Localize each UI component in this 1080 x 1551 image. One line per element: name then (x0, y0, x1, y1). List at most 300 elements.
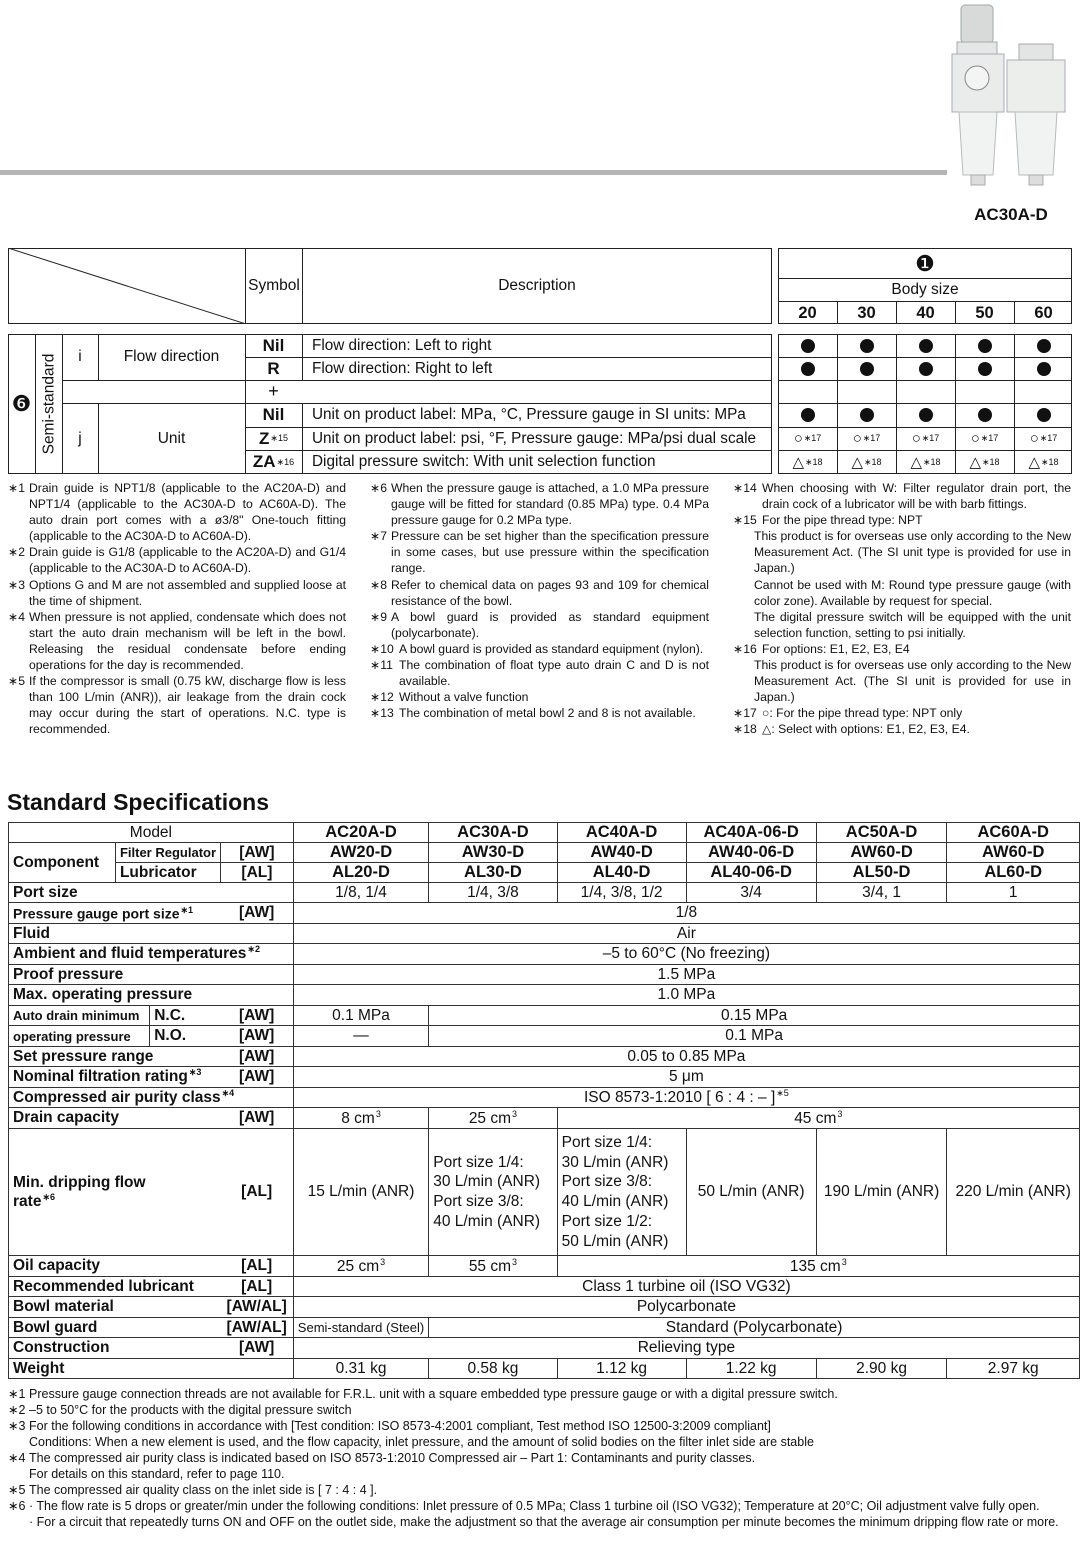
note-text: Options G and M are not assembled and supplied loose at the time of shipment. (29, 577, 346, 608)
oil-v3 (557, 1256, 1079, 1277)
row-i-label: Flow direction (123, 348, 220, 365)
semi-standard-text: Semi-standard (40, 353, 58, 455)
row-drain-capacity (9, 1108, 1080, 1129)
note-text: ○: For the pipe thread type: NPT only (762, 706, 963, 721)
triangle-icon: △ (910, 454, 922, 471)
filt-tag: [AW] (221, 1067, 294, 1088)
note-text: When the pressure gauge is attached, a 1.0 MPa pressure gauge will be fitted for standard (0.85 MPa) type. 0.4 MPa pressure gauge for 0.2 MPa type. (391, 481, 709, 528)
footnote-text: For the following conditions in accordance with [Test condition: ISO 8573-4:2001 compliant, Test method ISO 12500-3:2009 compliant] (29, 1419, 771, 1433)
drain-v2-sup: 3 (512, 1108, 518, 1119)
note-text: The combination of float type auto drain C and D is not available. (399, 658, 709, 689)
note-item (370, 657, 709, 689)
drain-v3-text: 45 cm (794, 1109, 837, 1127)
triangle-icon: △ (851, 454, 863, 471)
note-key (733, 609, 754, 641)
setp-value: 0.05 to 0.85 MPa (293, 1047, 1079, 1067)
weight-2: 0.58 kg (429, 1359, 557, 1379)
weight-1: 0.31 kg (293, 1359, 428, 1379)
weight-label: Weight (9, 1359, 294, 1379)
note-key: ∗7 (370, 529, 387, 544)
bowl-tag: [AW/AL] (221, 1297, 294, 1318)
port-val-4: 3/4 (686, 883, 816, 903)
al-model-4: AL40-06-D (686, 863, 816, 883)
open-circle-icon: ○ (852, 430, 862, 447)
size-col-line (1014, 302, 1015, 324)
body-size-mark (955, 334, 1014, 357)
option-symbol-sup: ∗16 (276, 456, 295, 467)
note-item (8, 609, 346, 673)
constr-label: Construction (9, 1338, 221, 1359)
note-key: ∗3 (8, 577, 25, 592)
drip-label (9, 1129, 221, 1256)
body-size-mark (896, 403, 955, 427)
filled-dot-icon (860, 408, 874, 422)
bowl-label: Bowl material (9, 1297, 221, 1318)
footnote-key: ∗5 (8, 1483, 26, 1497)
filt-text: Nominal filtration rating (13, 1068, 188, 1086)
note-key: ∗17 (733, 706, 757, 721)
grid-line-8 (62, 380, 772, 381)
drain-tag: [AW] (221, 1108, 294, 1129)
model-2: AC30A-D (429, 823, 557, 843)
drip-tag: [AL] (221, 1129, 294, 1256)
note-item (733, 577, 1071, 609)
oil-v2-text: 55 cm (468, 1257, 512, 1275)
nc-label: N.C. (150, 1006, 221, 1026)
open-circle-icon: ○ (1029, 430, 1039, 447)
option-symbol (245, 450, 302, 474)
mark-note: ∗17 (980, 433, 999, 443)
filter-regulator-label: Filter Regulator (115, 843, 220, 863)
row-lubricator (9, 863, 1080, 883)
body-size-mark (837, 334, 896, 357)
row-dripping (9, 1129, 1080, 1256)
guard-v1: Semi-standard (Steel) (293, 1318, 428, 1338)
drip-val-3: Port size 1/4: 30 L/min (ANR) Port size 3/8: 40 L/min (ANR) Port size 1/2: 50 L/min (ANR) (557, 1129, 686, 1256)
port-val-1: 1/8, 1/4 (293, 883, 428, 903)
note-key: ∗9 (370, 609, 387, 624)
body-size-20: 20 (798, 303, 817, 322)
option-description: Digital pressure switch: With unit selection function (312, 453, 656, 470)
guard-v2: Standard (Polycarbonate) (429, 1318, 1080, 1338)
notes-column-1 (8, 480, 346, 738)
no-first: — (293, 1026, 428, 1047)
drain-v1 (293, 1108, 428, 1129)
nc-tag: [AW] (221, 1006, 294, 1026)
body-size-mark (955, 450, 1014, 474)
note-key: ∗13 (370, 706, 394, 721)
weight-5: 2.90 kg (816, 1359, 947, 1379)
body-size-mark (1014, 427, 1073, 450)
note-text: This product is for overseas use only according to the New Measurement Act. (The SI unit is provided for use in Japan.) (754, 658, 1071, 705)
note-text: Drain guide is G1/8 (applicable to the AC20A-D) and G1/4 (applicable to the AC30A-D to AC60A-D). (29, 545, 346, 576)
spec-table (8, 822, 1080, 1379)
aw-model-5: AW60-D (816, 843, 947, 863)
note-key: ∗14 (733, 481, 757, 495)
temp-label (9, 944, 294, 965)
component-label: Component (9, 843, 116, 883)
row-bowl-material (9, 1297, 1080, 1318)
row-max-operating (9, 985, 1080, 1006)
header-body-size: Body size (891, 281, 959, 298)
footnote-key (8, 1466, 29, 1482)
footnote-item (8, 1482, 1072, 1498)
model-4: AC40A-06-D (686, 823, 816, 843)
option-symbol-text: Z (259, 428, 270, 448)
al-model-5: AL50-D (816, 863, 947, 883)
fluid-value: Air (293, 924, 1079, 944)
weight-3: 1.12 kg (557, 1359, 686, 1379)
purity-text: Compressed air purity class (13, 1089, 221, 1107)
body-size-mark (955, 403, 1014, 427)
note-key: ∗16 (733, 641, 757, 656)
body-size-mark (1014, 403, 1073, 427)
setp-label: Set pressure range (9, 1047, 221, 1067)
gauge-port-value: 1/8 (293, 903, 1079, 924)
al-model-6: AL60-D (947, 863, 1080, 883)
note-text: △: Select with options: E1, E2, E3, E4. (762, 722, 970, 737)
temp-value: –5 to 60°C (No freezing) (293, 944, 1079, 965)
mark-note: ∗18 (1040, 456, 1059, 467)
note-item (733, 641, 1071, 657)
oil-v1 (293, 1256, 428, 1277)
note-text: When pressure is not applied, condensate which does not start the auto drain mechanism will be left in the bowl. Releasing the residual condensate before ending operations for the day is recommended. (29, 609, 346, 673)
drip-val-5: 190 L/min (ANR) (816, 1129, 947, 1256)
weight-4: 1.22 kg (686, 1359, 816, 1379)
aw-model-4: AW40-06-D (686, 843, 816, 863)
filled-dot-icon (1037, 362, 1051, 376)
option-symbol-text: ZA (252, 452, 276, 471)
footnote-text: The compressed air purity class is indicated based on ISO 8573-1:2010 Compressed air – Part 1: Contaminants and purity classes. (29, 1451, 756, 1465)
triangle-icon: △ (969, 454, 981, 471)
body-size-mark (778, 334, 837, 357)
no-label: N.O. (150, 1026, 221, 1047)
note-text: Drain guide is NPT1/8 (applicable to the AC20A-D) and NPT1/4 (applicable to the AC30A-D to AC60A-D). The auto drain port comes with a ø3/8" One-touch fitting (applicable to the AC30A-D to AC60A-D). (29, 481, 346, 544)
note-item (8, 480, 346, 544)
filt-label (9, 1067, 221, 1088)
filled-dot-icon (801, 339, 815, 353)
weight-6: 2.97 kg (947, 1359, 1080, 1379)
drip-sup: ∗6 (42, 1191, 55, 1202)
note-key: ∗8 (370, 577, 387, 592)
note-key: ∗15 (733, 513, 757, 528)
gauge-port-sup: ∗1 (180, 904, 194, 915)
notes-column-3 (733, 480, 1071, 738)
setp-tag: [AW] (221, 1047, 294, 1067)
note-item (733, 528, 1071, 576)
oil-v1-text: 25 cm (336, 1257, 380, 1275)
filled-dot-icon (1037, 408, 1051, 422)
body-size-mark (837, 357, 896, 380)
note-item (733, 609, 1071, 641)
model-3: AC40A-D (557, 823, 686, 843)
oil-v3-text: 135 cm (789, 1257, 841, 1275)
note-key: ∗5 (8, 674, 25, 689)
footnote-item (8, 1434, 1072, 1450)
triangle-icon: △ (1028, 454, 1040, 471)
note-key: ∗2 (8, 545, 25, 560)
autodrain-label-1: Auto drain minimum (9, 1006, 150, 1026)
footnote-item (8, 1450, 1072, 1466)
footnote-item (8, 1402, 1072, 1418)
spec-title: Standard Specifications (7, 789, 270, 815)
al-model-3: AL40-D (557, 863, 686, 883)
mark-note: ∗17 (921, 433, 940, 443)
open-circle-icon: ○ (911, 430, 921, 447)
note-item (8, 577, 346, 609)
body-size-mark (778, 357, 837, 380)
autodrain-label-2: operating pressure (9, 1026, 150, 1047)
maxop-label: Max. operating pressure (9, 985, 294, 1006)
option-symbol-text: Nil (262, 405, 285, 424)
spec-footnotes (8, 1386, 1072, 1530)
drain-v1-sup: 3 (375, 1108, 381, 1119)
size-col-line (837, 302, 838, 324)
option-description: Flow direction: Right to left (312, 359, 493, 377)
size-col-line (896, 302, 897, 324)
body-size-mark (778, 427, 837, 450)
row-construction (9, 1338, 1080, 1359)
mark-note: ∗18 (804, 456, 823, 467)
port-size-label: Port size (9, 883, 294, 903)
body-size-mark (837, 427, 896, 450)
oil-v3-sup: 3 (841, 1256, 847, 1267)
lubricator-label: Lubricator (115, 863, 220, 883)
body-size-30: 30 (857, 303, 876, 322)
note-text: The digital pressure switch will be equipped with the unit selection function, setting to psi initially. (754, 609, 1071, 640)
note-key: ∗11 (370, 658, 393, 673)
body-size-50: 50 (975, 303, 994, 322)
oil-label: Oil capacity (9, 1256, 221, 1277)
row-fluid (9, 924, 1080, 944)
maxop-value: 1.0 MPa (293, 985, 1079, 1006)
guard-tag: [AW/AL] (221, 1318, 294, 1338)
mark-note: ∗18 (981, 456, 1000, 467)
note-item (8, 544, 346, 576)
filled-dot-icon (801, 408, 815, 422)
port-val-2: 1/4, 3/8 (429, 883, 557, 903)
plus-sign: + (268, 381, 279, 401)
no-tag: [AW] (221, 1026, 294, 1047)
row-filtration (9, 1067, 1080, 1088)
option-symbol-text: R (267, 358, 280, 378)
filled-dot-icon (919, 339, 933, 353)
filled-dot-icon (978, 408, 992, 422)
constr-value: Relieving type (293, 1338, 1079, 1359)
aw-model-3: AW40-D (557, 843, 686, 863)
port-val-3: 1/4, 3/8, 1/2 (557, 883, 686, 903)
note-key (733, 657, 754, 705)
filt-value: 5 μm (293, 1067, 1079, 1088)
drain-v1-text: 8 cm (341, 1109, 375, 1127)
bowl-value: Polycarbonate (293, 1297, 1079, 1318)
row-i-letter: i (78, 348, 82, 365)
guard-label: Bowl guard (9, 1318, 221, 1338)
note-item (370, 641, 709, 657)
body-size-mark (1014, 357, 1073, 380)
note-item (733, 657, 1071, 705)
footnote-key: ∗4 (8, 1451, 26, 1465)
aw-tag: [AW] (221, 843, 294, 863)
body-size-mark (837, 403, 896, 427)
footnote-text: Pressure gauge connection threads are not available for F.R.L. unit with a square embedded type pressure gauge or with a digital pressure switch. (29, 1387, 838, 1401)
note-text: For the pipe thread type: NPT (762, 513, 923, 528)
model-label: Model (9, 823, 294, 843)
row-filter-regulator (9, 843, 1080, 863)
note-item (370, 609, 709, 641)
purity-value-text: ISO 8573-1:2010 [ 6 : 4 : – ] (583, 1089, 776, 1107)
purity-sup: ∗4 (221, 1088, 235, 1098)
note-text: If the compressor is small (0.75 kW, discharge flow is less than 100 L/min (ANR)), air leakage from the drain cock may occur during the start of operations. N.C. type is recommended. (29, 674, 346, 737)
lub-value: Class 1 turbine oil (ISO VG32) (293, 1277, 1079, 1297)
option-description: Unit on product label: MPa, °C, Pressure gauge in SI units: MPa (312, 406, 746, 423)
drain-v3 (557, 1108, 1079, 1129)
row-temperature (9, 944, 1080, 965)
row-model (9, 823, 1080, 843)
al-tag: [AL] (221, 863, 294, 883)
footnote-text: · For a circuit that repeatedly turns ON and OFF on the outlet side, make the adjustment so that the average air consumption per minute becomes the minimum dripping flow rate or more. (29, 1515, 1059, 1529)
filled-dot-icon (860, 339, 874, 353)
note-item (370, 528, 709, 576)
filled-dot-icon (801, 362, 815, 376)
row-purity (9, 1088, 1080, 1108)
note-text: A bowl guard is provided as standard equipment (polycarbonate). (391, 609, 709, 640)
group-marker: ❻ (11, 391, 32, 416)
option-description: Unit on product label: psi, °F, Pressure gauge: MPa/psi dual scale (312, 429, 757, 447)
oil-v2-sup: 3 (512, 1256, 518, 1267)
semi-standard-label (36, 334, 62, 474)
drip-text-1: Min. dripping flow (13, 1173, 146, 1191)
body-size-mark (896, 357, 955, 380)
purity-value (293, 1088, 1079, 1108)
note-item (733, 480, 1071, 512)
note-text: Cannot be used with M: Round type pressure gauge (with color zone). Available by request for special. (754, 577, 1071, 608)
body-size-mark (1014, 334, 1073, 357)
fluid-label: Fluid (9, 924, 294, 944)
footnote-key (8, 1514, 29, 1530)
footnote-key: ∗3 (8, 1419, 26, 1433)
note-text: This product is for overseas use only according to the New Measurement Act. (The SI unit type is provided for use in Japan.) (754, 529, 1071, 576)
mark-note: ∗17 (1039, 433, 1058, 443)
open-circle-icon: ○ (970, 430, 980, 447)
footnote-key: ∗1 (8, 1387, 26, 1401)
note-key: ∗1 (8, 481, 25, 495)
open-circle-icon: ○ (793, 430, 803, 447)
row-port-size (9, 883, 1080, 903)
proof-label: Proof pressure (9, 965, 294, 985)
temp-text: Ambient and fluid temperatures (13, 945, 247, 963)
product-image (947, 0, 1075, 190)
option-symbol (245, 427, 302, 450)
gauge-port-tag: [AW] (221, 903, 294, 924)
header-description: Description (498, 277, 576, 294)
drip-val-6: 220 L/min (ANR) (947, 1129, 1080, 1256)
nc-rest: 0.15 MPa (429, 1006, 1080, 1026)
filled-dot-icon (919, 362, 933, 376)
product-label: AC30A-D (974, 205, 1048, 224)
note-text: Refer to chemical data on pages 93 and 109 for chemical resistance of the bowl. (391, 577, 709, 608)
drain-v3-sup: 3 (837, 1108, 843, 1119)
row-lubricant (9, 1277, 1080, 1297)
footnote-item (8, 1418, 1072, 1434)
filt-sup: ∗3 (188, 1067, 202, 1078)
oil-v2 (429, 1256, 557, 1277)
mark-note: ∗17 (803, 433, 822, 443)
row-oil-capacity (9, 1256, 1080, 1277)
note-key: ∗18 (733, 722, 757, 737)
note-key: ∗6 (370, 481, 387, 495)
aw-model-1: AW20-D (293, 843, 428, 863)
drip-text-2: rate (13, 1192, 42, 1210)
no-rest: 0.1 MPa (429, 1026, 1080, 1047)
body-size-mark (837, 450, 896, 474)
footnote-item (8, 1466, 1072, 1482)
oil-tag: [AL] (221, 1256, 294, 1277)
al-model-1: AL20-D (293, 863, 428, 883)
body-size-mark (778, 403, 837, 427)
size-col-line (955, 302, 956, 324)
note-item (733, 721, 1071, 737)
note-text: When choosing with W: Filter regulator drain port, the drain cock of a lubricator will be with barb fittings. (762, 481, 1071, 512)
body-size-mark (955, 427, 1014, 450)
row-j-letter: j (78, 429, 82, 447)
footnote-text: The compressed air quality class on the inlet side is [ 7 : 4 : 4 ]. (29, 1483, 378, 1497)
note-text: The combination of metal bowl 2 and 8 is not available. (399, 706, 696, 721)
option-symbol (245, 357, 302, 380)
filled-dot-icon (978, 362, 992, 376)
body-size-mark (896, 334, 955, 357)
gauge-port-text: Pressure gauge port size (13, 905, 180, 922)
footnote-text: –5 to 50°C for the products with the digital pressure switch (29, 1403, 352, 1417)
footnote-key (8, 1434, 29, 1450)
grid-line-7 (302, 403, 303, 474)
header-diagonal (8, 248, 246, 324)
option-symbol (245, 334, 302, 357)
grid-line-14 (778, 380, 1072, 381)
footnote-item (8, 1498, 1072, 1514)
row-proof (9, 965, 1080, 985)
option-description: Flow direction: Left to right (312, 336, 492, 354)
top-rule (0, 170, 947, 175)
model-5: AC50A-D (816, 823, 947, 843)
body-size-mark (1014, 450, 1073, 474)
header-symbol: Symbol (248, 277, 300, 294)
footnote-key: ∗6 (8, 1499, 26, 1513)
note-key (733, 528, 754, 576)
lub-tag: [AL] (221, 1277, 294, 1297)
body-size-mark (955, 357, 1014, 380)
filled-dot-icon (919, 408, 933, 422)
footnote-key: ∗2 (8, 1403, 26, 1417)
body-size-mark (896, 450, 955, 474)
model-6: AC60A-D (947, 823, 1080, 843)
note-text: For options: E1, E2, E3, E4 (762, 641, 910, 656)
filled-dot-icon (1037, 339, 1051, 353)
note-item (370, 705, 709, 721)
header-marker: ❶ (915, 251, 935, 276)
drip-val-1: 15 L/min (ANR) (293, 1129, 428, 1256)
row-bowl-guard (9, 1318, 1080, 1338)
option-symbol (245, 403, 302, 427)
row-j-label: Unit (157, 429, 186, 447)
aw-model-2: AW30-D (429, 843, 557, 863)
body-size-mark (896, 427, 955, 450)
drain-v2-text: 25 cm (468, 1109, 512, 1127)
triangle-icon: △ (792, 454, 804, 471)
oil-v1-sup: 3 (380, 1256, 386, 1267)
gauge-port-label (9, 903, 221, 924)
port-val-5: 3/4, 1 (816, 883, 947, 903)
